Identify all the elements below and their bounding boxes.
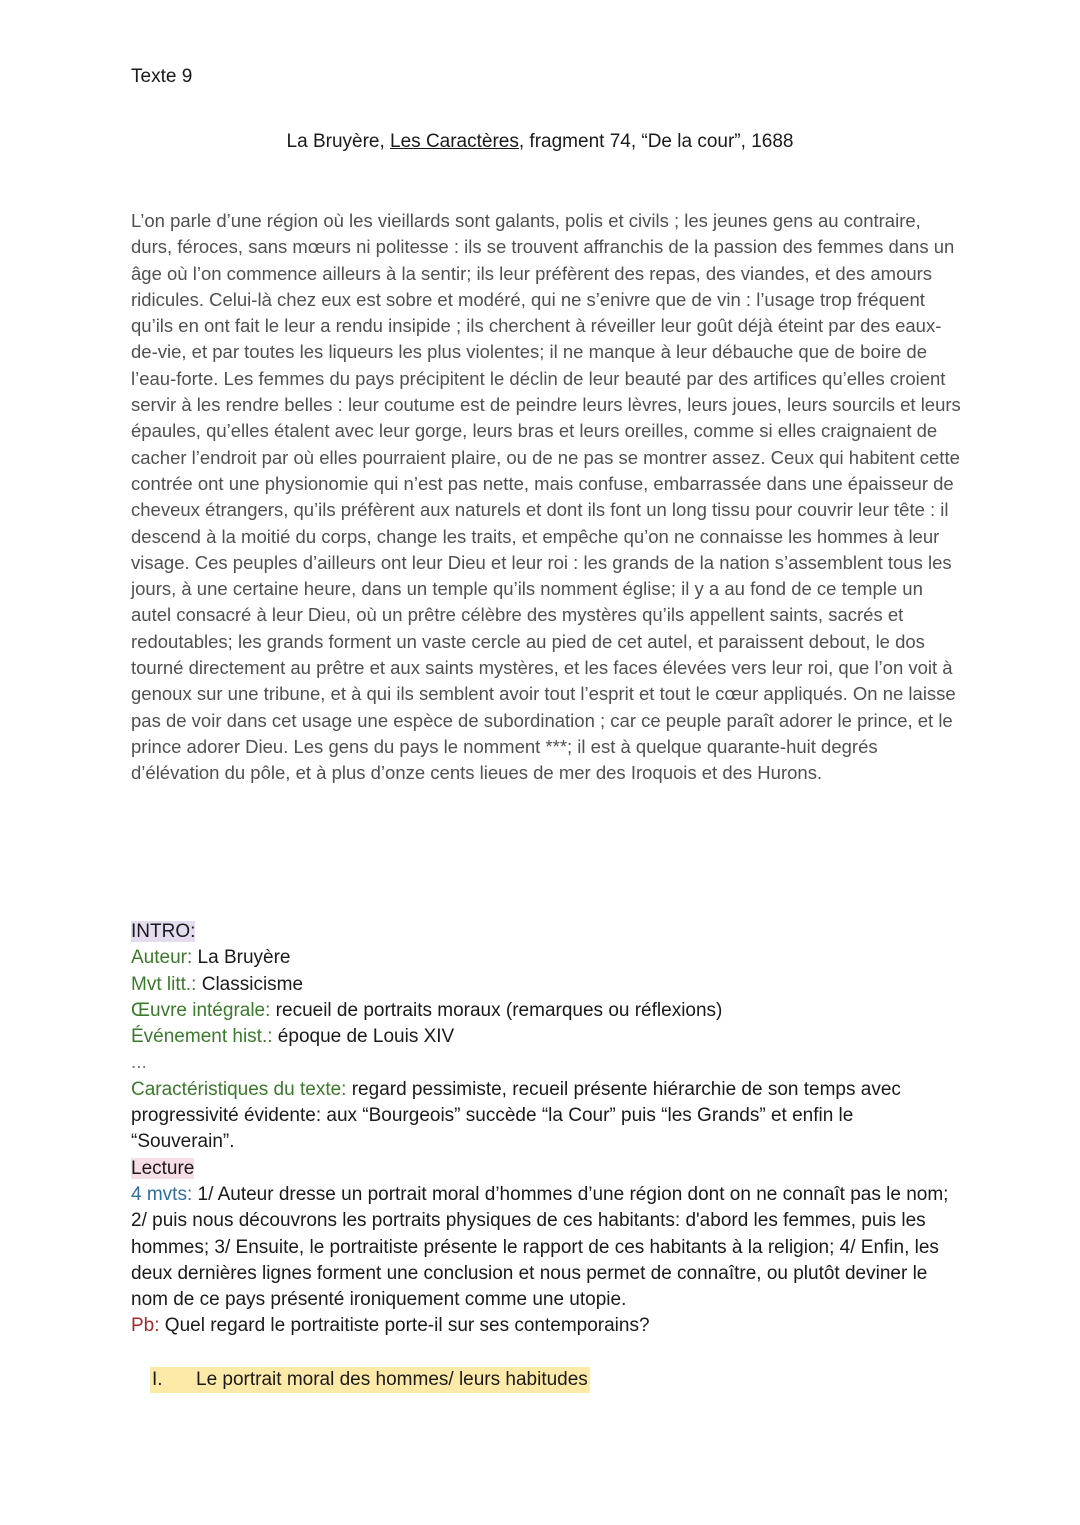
intro-line <box>131 919 961 945</box>
problematique-value: Quel regard le portraitiste porte-il sur ses contemporains? <box>159 1315 650 1337</box>
oeuvre-line <box>131 998 961 1024</box>
evenement-line <box>131 1024 961 1050</box>
intro-label: INTRO: <box>131 921 196 942</box>
mouvements-line <box>131 1182 961 1313</box>
problematique-line <box>131 1313 961 1339</box>
section-heading <box>150 1367 590 1393</box>
lecture-label: Lecture <box>131 1157 195 1179</box>
section-number: I. <box>152 1369 163 1390</box>
auteur-line <box>131 945 961 971</box>
mvt-label: Mvt litt.: <box>131 973 197 995</box>
evenement-value: époque de Louis XIV <box>272 1026 455 1048</box>
mvt-line <box>131 972 961 998</box>
mouvements-value: 1/ Auteur dresse un portrait moral d’hommes d’une région dont on ne connaît pas le nom; 2/ puis nous découvrons les portraits physiques de ces habitants: d'abord les femmes, puis les hommes; 3/ Ensuite, le portraitiste présente le rapport de ces habitants à la religion; 4/ Enfin, les deux dernières lignes forment une conclusion et nous permet de connaître, ou plutôt deviner le nom de ce pays présenté ironiquement comme une utopie. <box>131 1183 949 1311</box>
caracteristiques-label: Caractéristiques du texte: <box>131 1078 347 1100</box>
oeuvre-value: recueil de portraits moraux (remarques ou réflexions) <box>270 999 723 1021</box>
excerpt-paragraph: L’on parle d’une région où les vieillards sont galants, polis et civils ; les jeunes gens au contraire, durs, féroces, sans mœurs ni politesse : ils se trouvent affranchis de la passion des femmes dans un âge où l’on commence ailleurs à la sentir; ils leur préfèrent des repas, des viandes, et des amours ridicules. Celui-là chez eux est sobre et modéré, qui ne s’enivre que de vin : l’usage trop fréquent qu’ils en ont fait le leur a rendu insipide ; ils cherchent à réveiller leur goût déjà éteint par des eaux-de-vie, et par toutes les liqueurs les plus violentes; il ne manque à leur débauche que de boire de l’eau-forte. Les femmes du pays précipitent le déclin de leur beauté par des artifices qu’elles croient servir à les rendre belles : leur coutume est de peindre leurs lèvres, leurs joues, leurs sourcils et leurs épaules, qu’elles étalent avec leur gorge, leurs bras et leurs oreilles, comme si elles craignaient de cacher l’endroit par où elles pourraient plaire, ou de ne pas se montrer assez. Ceux qui habitent cette contrée ont une physionomie qui n’est pas nette, mais confuse, embarrassée dans une épaisseur de cheveux étrangers, qu’ils préfèrent aux naturels et dont ils font un long tissu pour couvrir leur tête : il descend à la moitié du corps, change les traits, et empêche qu’on ne connaisse les hommes à leur visage. Ces peuples d’ailleurs ont leur Dieu et leur roi : les grands de la nation s’assemblent tous les jours, à une certaine heure, dans un temple qu’ils nomment église; il y a au fond de ce temple un autel consacré à leur Dieu, où un prêtre célèbre des mystères qu’ils appellent saints, sacrés et redoutables; les grands forment un vaste cercle au pied de cet autel, et paraissent debout, le dos tourné directement au prêtre et aux saints mystères, et les faces élevées vers leur roi, que l’on voit à genoux sur une tribune, et à qui ils semblent avoir tout l’esprit et tout le cœur appliqués. On ne laisse pas de voir dans cet usage une espèce de subordination ; car ce peuple paraît adorer le prince, et le prince adorer Dieu. Les gens du pays le nomment ***; il est à quelque quarante-huit degrés d’élévation du pôle, et à plus d’onze cents lieues de mer des Iroquois et des Hurons. <box>131 210 961 784</box>
mvt-value: Classicisme <box>196 973 304 995</box>
document-label: Texte 9 <box>131 66 193 87</box>
text-title <box>0 131 1080 153</box>
excerpt-block <box>131 208 961 787</box>
mouvements-label: 4 mvts: <box>131 1183 193 1205</box>
title-work: Les Caractères <box>390 131 519 152</box>
oeuvre-label: Œuvre intégrale: <box>131 999 271 1021</box>
problematique-label: Pb: <box>131 1315 160 1337</box>
auteur-value: La Bruyère <box>192 947 291 969</box>
lecture-line <box>131 1156 961 1182</box>
caracteristiques-value: regard pessimiste, recueil présente hiérarchie de son temps avec progressivité évidente: aux “Bourgeois” succède “la Cour” puis “les Grands” et enfin le “Souverain”. <box>131 1078 901 1153</box>
caracteristiques-line <box>131 1077 961 1156</box>
analysis-notes <box>131 919 961 1340</box>
auteur-label: Auteur: <box>131 947 193 969</box>
title-rest: , fragment 74, “De la cour”, 1688 <box>518 131 794 152</box>
section-title: Le portrait moral des hommes/ leurs habitudes <box>196 1369 588 1390</box>
evenement-label: Événement hist.: <box>131 1026 273 1048</box>
ellipsis-line: ... <box>131 1052 147 1074</box>
title-author: La Bruyère, <box>286 131 391 152</box>
